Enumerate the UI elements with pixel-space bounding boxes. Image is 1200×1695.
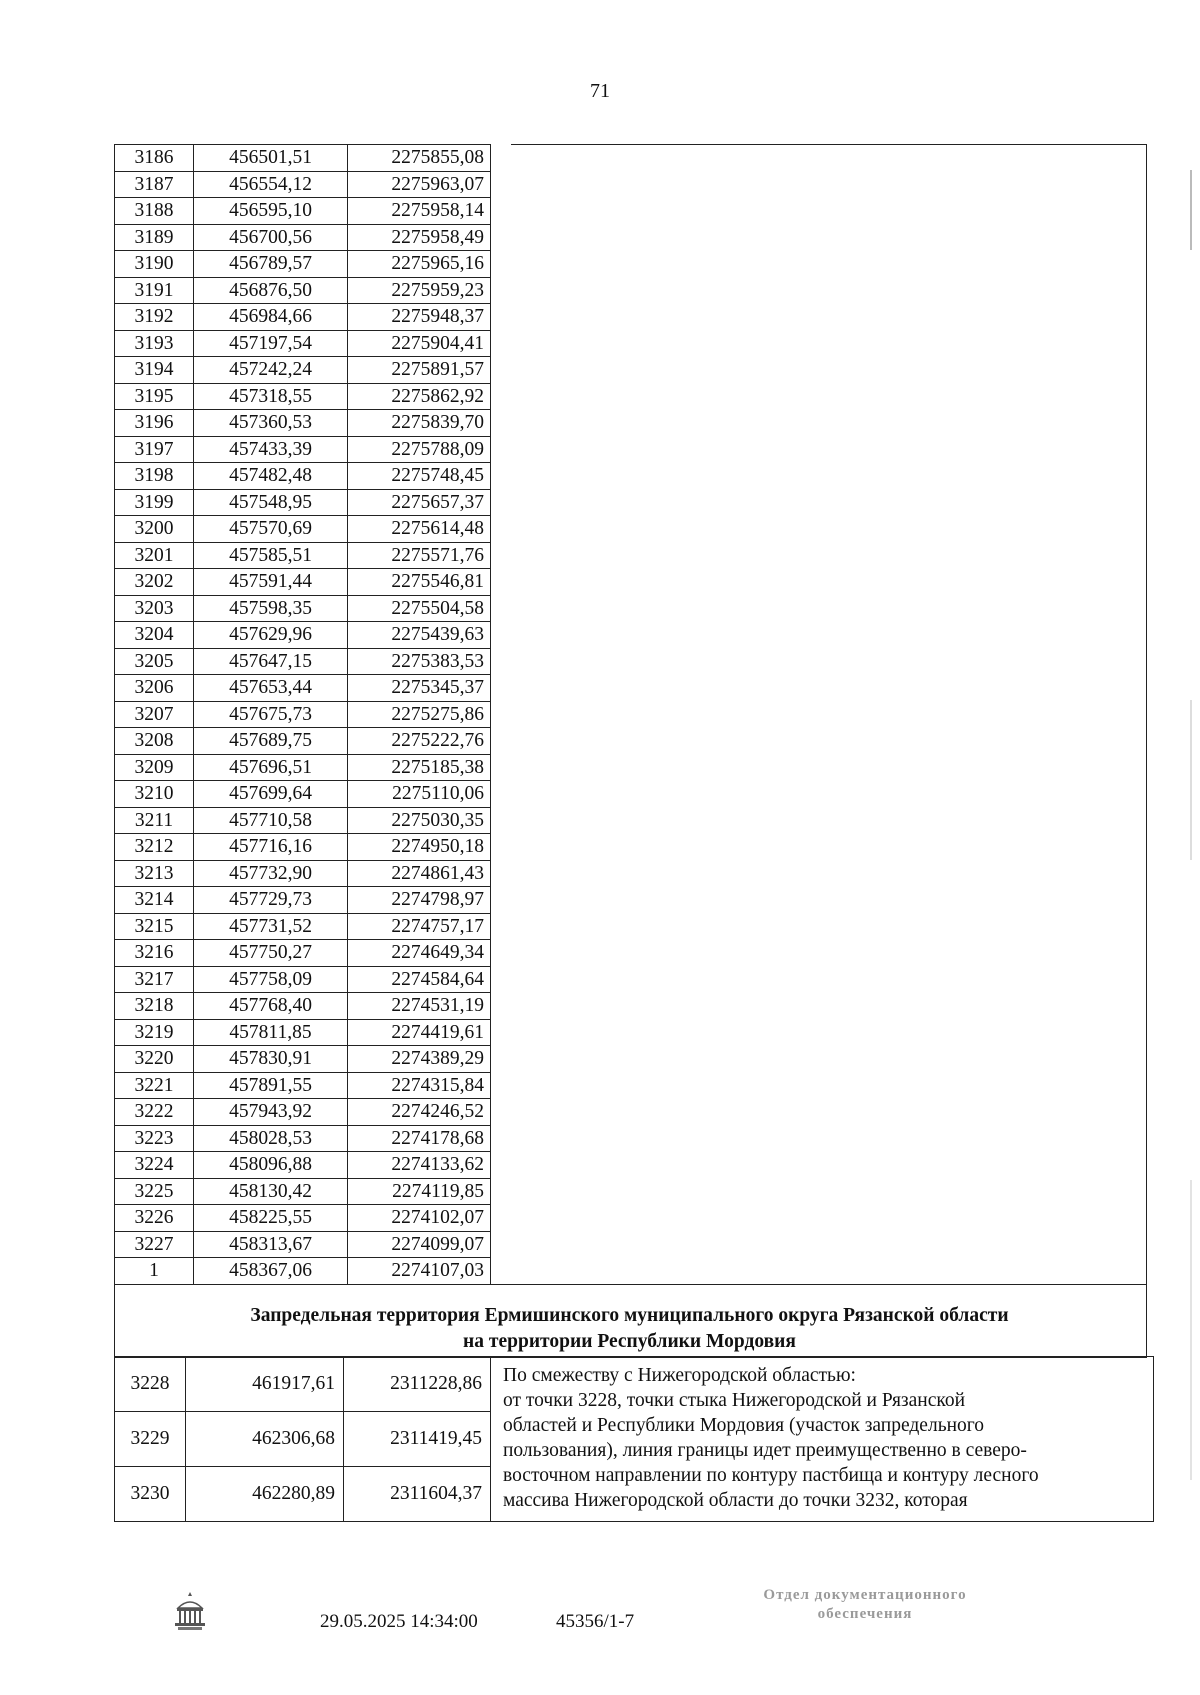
y-coordinate: 2274798,97 <box>348 887 491 914</box>
y-coordinate: 2275948,37 <box>348 304 491 331</box>
table-row <box>115 463 491 490</box>
x-coordinate: 457830,91 <box>194 1046 348 1073</box>
point-number: 3205 <box>115 648 194 675</box>
y-coordinate: 2274315,84 <box>348 1072 491 1099</box>
table-row <box>115 1178 491 1205</box>
coordinates-table-body <box>115 145 491 1285</box>
y-coordinate: 2275504,58 <box>348 595 491 622</box>
y-coordinate: 2274178,68 <box>348 1125 491 1152</box>
y-coordinate: 2275030,35 <box>348 807 491 834</box>
table-row <box>115 410 491 437</box>
point-number: 3226 <box>115 1205 194 1232</box>
x-coordinate: 456984,66 <box>194 304 348 331</box>
table-row <box>115 940 491 967</box>
y-coordinate: 2275439,63 <box>348 622 491 649</box>
table-row <box>115 145 491 172</box>
table-row <box>115 1258 491 1285</box>
x-coordinate: 457318,55 <box>194 383 348 410</box>
y-coordinate: 2275904,41 <box>348 330 491 357</box>
y-coordinate: 2275345,37 <box>348 675 491 702</box>
point-number: 3221 <box>115 1072 194 1099</box>
section-title-line1: Запредельная территория Ермишинского муниципального округа Рязанской области <box>250 1305 1009 1326</box>
point-number: 3186 <box>115 145 194 172</box>
y-coordinate: 2275958,49 <box>348 224 491 251</box>
x-coordinate: 457653,44 <box>194 675 348 702</box>
y-coordinate: 2275855,08 <box>348 145 491 172</box>
point-number: 3222 <box>115 1099 194 1126</box>
x-coordinate: 457242,24 <box>194 357 348 384</box>
y-coordinate: 2311419,45 <box>344 1412 491 1467</box>
x-coordinate: 457598,35 <box>194 595 348 622</box>
point-number: 3206 <box>115 675 194 702</box>
x-coordinate: 457548,95 <box>194 489 348 516</box>
point-number: 3194 <box>115 357 194 384</box>
description-line: пользования), линия границы идет преимущественно в северо- <box>503 1440 1027 1461</box>
x-coordinate: 462280,89 <box>186 1467 344 1522</box>
department-stamp <box>700 1586 1030 1624</box>
table-row <box>115 781 491 808</box>
x-coordinate: 462306,68 <box>186 1412 344 1467</box>
table-row <box>115 1357 1154 1412</box>
point-number: 3215 <box>115 913 194 940</box>
description-line: массива Нижегородской области до точки 3232, которая <box>503 1490 968 1511</box>
x-coordinate: 457591,44 <box>194 569 348 596</box>
x-coordinate: 456595,10 <box>194 198 348 225</box>
x-coordinate: 458028,53 <box>194 1125 348 1152</box>
point-number: 3195 <box>115 383 194 410</box>
table-row <box>115 224 491 251</box>
y-coordinate: 2275748,45 <box>348 463 491 490</box>
y-coordinate: 2274389,29 <box>348 1046 491 1073</box>
point-number: 3200 <box>115 516 194 543</box>
y-coordinate: 2274246,52 <box>348 1099 491 1126</box>
y-coordinate: 2274107,03 <box>348 1258 491 1285</box>
footer-document-code: 45356/1-7 <box>556 1611 635 1632</box>
y-coordinate: 2275383,53 <box>348 648 491 675</box>
y-coordinate: 2274102,07 <box>348 1205 491 1232</box>
table-row <box>115 489 491 516</box>
description-line: По смежеству с Нижегородской областью: <box>503 1365 856 1386</box>
table-row <box>115 1019 491 1046</box>
point-number: 3218 <box>115 993 194 1020</box>
table-row <box>115 595 491 622</box>
x-coordinate: 457360,53 <box>194 410 348 437</box>
y-coordinate: 2274861,43 <box>348 860 491 887</box>
point-number: 3207 <box>115 701 194 728</box>
x-coordinate: 458130,42 <box>194 1178 348 1205</box>
table-row <box>115 675 491 702</box>
scan-edge-mark <box>1190 1180 1192 1480</box>
point-number: 3214 <box>115 887 194 914</box>
section-title <box>114 1303 1145 1355</box>
table-row <box>115 860 491 887</box>
point-number: 3216 <box>115 940 194 967</box>
point-number: 3188 <box>115 198 194 225</box>
point-number: 3203 <box>115 595 194 622</box>
table-row <box>115 834 491 861</box>
table-row <box>115 277 491 304</box>
x-coordinate: 461917,61 <box>186 1357 344 1412</box>
duma-building-logo-icon <box>170 1588 210 1632</box>
y-coordinate: 2275862,92 <box>348 383 491 410</box>
point-number: 3212 <box>115 834 194 861</box>
description-line: от точки 3228, точки стыка Нижегородской и Рязанской <box>503 1390 966 1411</box>
table-row <box>115 198 491 225</box>
point-number: 3225 <box>115 1178 194 1205</box>
point-number: 3192 <box>115 304 194 331</box>
x-coordinate: 457732,90 <box>194 860 348 887</box>
table-row <box>115 516 491 543</box>
y-coordinate: 2275657,37 <box>348 489 491 516</box>
table-row <box>115 542 491 569</box>
x-coordinate: 457731,52 <box>194 913 348 940</box>
y-coordinate: 2275110,06 <box>348 781 491 808</box>
point-number: 3191 <box>115 277 194 304</box>
point-number: 3187 <box>115 171 194 198</box>
point-number: 3228 <box>115 1357 186 1412</box>
table-row <box>115 913 491 940</box>
table-row <box>115 701 491 728</box>
x-coordinate: 457433,39 <box>194 436 348 463</box>
x-coordinate: 456789,57 <box>194 251 348 278</box>
point-number: 3199 <box>115 489 194 516</box>
table-row <box>115 569 491 596</box>
point-number: 3196 <box>115 410 194 437</box>
point-number: 3230 <box>115 1467 186 1522</box>
x-coordinate: 457675,73 <box>194 701 348 728</box>
x-coordinate: 457585,51 <box>194 542 348 569</box>
x-coordinate: 456700,56 <box>194 224 348 251</box>
y-coordinate: 2274584,64 <box>348 966 491 993</box>
y-coordinate: 2274419,61 <box>348 1019 491 1046</box>
table-row <box>115 1072 491 1099</box>
y-coordinate: 2275788,09 <box>348 436 491 463</box>
description-line: восточном направлении по контуру пастбища и контуру лесного <box>503 1465 1039 1486</box>
x-coordinate: 456501,51 <box>194 145 348 172</box>
point-number: 3210 <box>115 781 194 808</box>
point-number: 3209 <box>115 754 194 781</box>
y-coordinate: 2275839,70 <box>348 410 491 437</box>
coordinates-table <box>114 144 491 1285</box>
stamp-line: обеспечения <box>817 1606 913 1622</box>
point-number: 3219 <box>115 1019 194 1046</box>
point-number: 3189 <box>115 224 194 251</box>
x-coordinate: 457699,64 <box>194 781 348 808</box>
table-row <box>115 1231 491 1258</box>
x-coordinate: 457750,27 <box>194 940 348 967</box>
x-coordinate: 457811,85 <box>194 1019 348 1046</box>
table-row <box>115 357 491 384</box>
table-row <box>115 807 491 834</box>
point-number: 3190 <box>115 251 194 278</box>
point-number: 3227 <box>115 1231 194 1258</box>
y-coordinate: 2275963,07 <box>348 171 491 198</box>
x-coordinate: 457943,92 <box>194 1099 348 1126</box>
table-row <box>115 330 491 357</box>
table-row <box>115 754 491 781</box>
description-line: областей и Республики Мордовия (участок запредельного <box>503 1415 985 1436</box>
section-coordinates-table <box>114 1356 1154 1522</box>
table-row <box>115 383 491 410</box>
point-number: 3229 <box>115 1412 186 1467</box>
table-row <box>115 1099 491 1126</box>
y-coordinate: 2275965,16 <box>348 251 491 278</box>
table-row <box>115 993 491 1020</box>
table-row <box>115 887 491 914</box>
footer-date: 29.05.2025 14:34:00 <box>320 1611 478 1632</box>
table-row <box>115 728 491 755</box>
point-number: 3213 <box>115 860 194 887</box>
table-row <box>115 1152 491 1179</box>
x-coordinate: 458225,55 <box>194 1205 348 1232</box>
table-row <box>115 436 491 463</box>
x-coordinate: 457891,55 <box>194 1072 348 1099</box>
y-coordinate: 2275958,14 <box>348 198 491 225</box>
x-coordinate: 456554,12 <box>194 171 348 198</box>
y-coordinate: 2275614,48 <box>348 516 491 543</box>
point-number: 3211 <box>115 807 194 834</box>
point-number: 3204 <box>115 622 194 649</box>
x-coordinate: 456876,50 <box>194 277 348 304</box>
point-number: 1 <box>115 1258 194 1285</box>
y-coordinate: 2311604,37 <box>344 1467 491 1522</box>
y-coordinate: 2274133,62 <box>348 1152 491 1179</box>
y-coordinate: 2274119,85 <box>348 1178 491 1205</box>
y-coordinate: 2274531,19 <box>348 993 491 1020</box>
x-coordinate: 457758,09 <box>194 966 348 993</box>
x-coordinate: 457729,73 <box>194 887 348 914</box>
description-column-frame <box>511 144 1147 1285</box>
y-coordinate: 2311228,86 <box>344 1357 491 1412</box>
point-number: 3201 <box>115 542 194 569</box>
x-coordinate: 457696,51 <box>194 754 348 781</box>
stamp-line: Отдел документационного <box>763 1587 967 1603</box>
x-coordinate: 457647,15 <box>194 648 348 675</box>
x-coordinate: 457689,75 <box>194 728 348 755</box>
point-number: 3223 <box>115 1125 194 1152</box>
table-row <box>115 251 491 278</box>
table-row <box>115 648 491 675</box>
y-coordinate: 2275222,76 <box>348 728 491 755</box>
x-coordinate: 458096,88 <box>194 1152 348 1179</box>
y-coordinate: 2274757,17 <box>348 913 491 940</box>
x-coordinate: 457570,69 <box>194 516 348 543</box>
table-row <box>115 1046 491 1073</box>
section-title-line2: на территории Республики Мордовия <box>463 1331 796 1352</box>
x-coordinate: 458367,06 <box>194 1258 348 1285</box>
table-row <box>115 622 491 649</box>
y-coordinate: 2275571,76 <box>348 542 491 569</box>
scan-edge-mark <box>1190 170 1192 250</box>
x-coordinate: 457197,54 <box>194 330 348 357</box>
y-coordinate: 2275546,81 <box>348 569 491 596</box>
table-row <box>115 1205 491 1232</box>
point-number: 3220 <box>115 1046 194 1073</box>
y-coordinate: 2274950,18 <box>348 834 491 861</box>
table-row <box>115 171 491 198</box>
x-coordinate: 457710,58 <box>194 807 348 834</box>
x-coordinate: 458313,67 <box>194 1231 348 1258</box>
point-number: 3224 <box>115 1152 194 1179</box>
y-coordinate: 2275891,57 <box>348 357 491 384</box>
page-number: 71 <box>590 80 610 102</box>
x-coordinate: 457482,48 <box>194 463 348 490</box>
x-coordinate: 457716,16 <box>194 834 348 861</box>
x-coordinate: 457768,40 <box>194 993 348 1020</box>
y-coordinate: 2274649,34 <box>348 940 491 967</box>
table-row <box>115 966 491 993</box>
table-row <box>115 304 491 331</box>
point-number: 3202 <box>115 569 194 596</box>
y-coordinate: 2275185,38 <box>348 754 491 781</box>
boundary-description <box>491 1357 1154 1522</box>
point-number: 3197 <box>115 436 194 463</box>
point-number: 3208 <box>115 728 194 755</box>
y-coordinate: 2274099,07 <box>348 1231 491 1258</box>
y-coordinate: 2275275,86 <box>348 701 491 728</box>
point-number: 3193 <box>115 330 194 357</box>
point-number: 3217 <box>115 966 194 993</box>
point-number: 3198 <box>115 463 194 490</box>
scan-edge-mark <box>1190 700 1192 860</box>
table-row <box>115 1125 491 1152</box>
y-coordinate: 2275959,23 <box>348 277 491 304</box>
x-coordinate: 457629,96 <box>194 622 348 649</box>
